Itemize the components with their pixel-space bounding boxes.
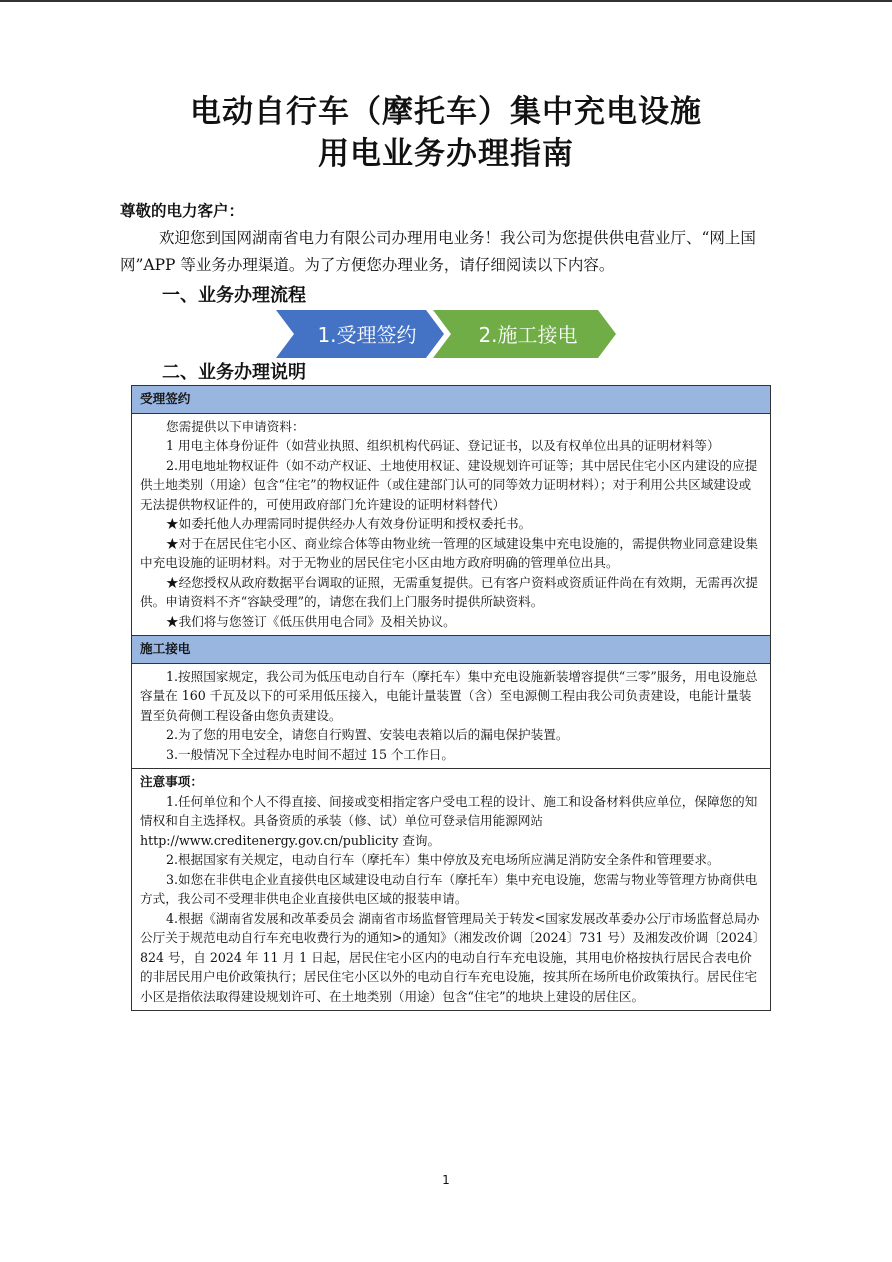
table-row (132, 413, 771, 636)
page-top-border (0, 0, 892, 2)
list-item: ★如委托他人办理需同时提供经办人有效身份证明和授权委托书。 (166, 516, 532, 531)
flow-step-1-label: 1.受理签约 (317, 323, 417, 347)
table-row (132, 769, 771, 1011)
notes-content (132, 769, 771, 1011)
section-heading-instructions: 二、业务办理说明 (162, 362, 306, 383)
list-item: 您需提供以下申请资料： (166, 418, 305, 434)
list-item: 3.如您在非供电企业直接供电区域建设电动自行车（摩托车）集中充电设施，您需与物业等管理方协商供电方式，我公司不受理非供电企业直接供电区域的报装申请。 (140, 871, 758, 906)
list-item: 1.按照国家规定，我公司为低压电动自行车（摩托车）集中充电设施新装增容提供“三零”服务，用电设施总容量在 160 千瓦及以下的可采用低压接入，电能计量装置（含）至电源侧工程由我公司负责建设，电能计量装置至负荷侧工程设备由您负责建设。 (140, 668, 758, 723)
list-item: 4.根据《湖南省发展和改革委员会 湖南省市场监督管理局关于转发<国家发展改革委办公厅市场监督总局办公厅关于规范电动自行车充电收费行为的通知>的通知》（湘发改价调〔2024〕731 号）及湘发改价调〔2024〕824 号，自 2024 年 11 月 1 日起，居民住宅小区内的电动自行车充电设施，其用电价格按执行居民合表电价的非居民用户电价政策执行；居民住宅小区以外的电动自行车充电设施，按其所在场所电价政策执行。居民住宅小区是指依法取得建设规划许可、在土地类别（用途）包含“住宅”的地块上建设的居住区。 (140, 910, 760, 1004)
process-flow-diagram (276, 310, 621, 358)
list-item: 1 用电主体身份证件（如营业执照、组织机构代码证、登记证书，以及有权单位出具的证明材料等） (166, 438, 720, 453)
list-item: 2.为了您的用电安全，请您自行购置、安装电表箱以后的漏电保护装置。 (166, 727, 569, 742)
construction-content (132, 663, 771, 769)
document-title-line-1: 电动自行车（摩托车）集中充电设施 (190, 94, 702, 130)
list-item: 2.用电地址物权证件（如不动产权证、土地使用权证、建设规划许可证等；其中居民住宅小区内建设的应提供土地类别（用途）包含“住宅”的物权证件（或住建部门认可的同等效力证明材料）；对于利用公共区域建设或无法提供物权证件的，可使用政府部门允许建设的证明材料替代） (140, 457, 758, 512)
list-item: 1.任何单位和个人不得直接、间接或变相指定客户受电工程的设计、施工和设备材料供应单位，保障您的知情权和自主选择权。具备资质的承装（修、试）单位可登录信用能源网站 http://www.creditenergy.gov.cn/publicity 查询。 (140, 793, 758, 848)
section-heading-process: 一、业务办理流程 (162, 285, 306, 306)
list-item: 2.根据国家有关规定，电动自行车（摩托车）集中停放及充电场所应满足消防安全条件和管理要求。 (166, 852, 720, 867)
list-item: ★对于在居民住宅小区、商业综合体等由物业统一管理的区域建设集中充电设施的，需提供物业同意建设集中充电设施的证明材料。对于无物业的居民住宅小区由地方政府明确的管理单位出具。 (140, 535, 758, 570)
acceptance-header: 受理签约 (132, 386, 771, 414)
list-item: ★经您授权从政府数据平台调取的证照，无需重复提供。已有客户资料或资质证件尚在有效期，无需再次提供。申请资料不齐“容缺受理”的，请您在我们上门服务时提供所缺资料。 (140, 574, 758, 609)
page-number: 1 (442, 1173, 450, 1187)
intro-paragraph: 欢迎您到国网湖南省电力有限公司办理用电业务！我公司为您提供供电营业厅、“网上国网”APP 等业务办理渠道。为了方便您办理业务，请仔细阅读以下内容。 (120, 229, 756, 274)
construction-header: 施工接电 (132, 636, 771, 664)
flow-step-2-label: 2.施工接电 (478, 323, 578, 347)
instructions-table (131, 385, 771, 1011)
table-row (132, 386, 771, 414)
document-title-line-2: 用电业务办理指南 (318, 136, 574, 172)
notes-header: 注意事项： (140, 774, 203, 789)
list-item: ★我们将与您签订《低压供用电合同》及相关协议。 (166, 613, 456, 629)
table-row (132, 636, 771, 664)
table-row (132, 663, 771, 769)
acceptance-content (132, 413, 771, 636)
salutation: 尊敬的电力客户： (120, 201, 245, 220)
list-item: 3.一般情况下全过程办电时间不超过 15 个工作日。 (166, 746, 454, 762)
